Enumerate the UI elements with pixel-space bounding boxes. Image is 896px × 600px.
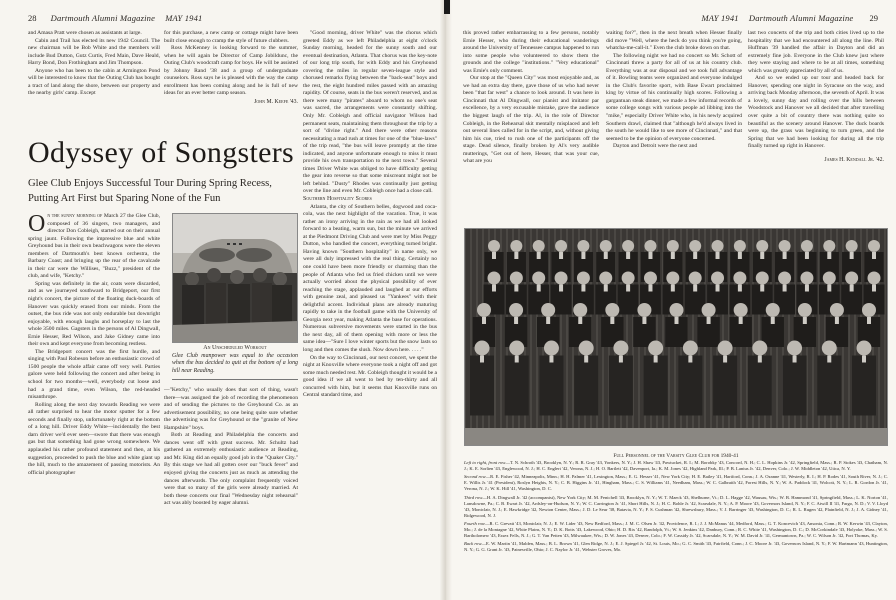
issue-date: MAY 1941 [165, 13, 203, 23]
row-names: —R. C. Grevatt '43, Montclair, N. J.; E. W. Lider '43, New Bedford, Mass.; J. M. C. Olsen Jr. '42, Providence, R. I.; J. J. McManus '44, Medford, Mass.; G. T. Koncevich '43, Ansonia, Conn.; R. W. Kerwin '43, Clayton, Mo.; J. de la Montagne '42, White Plains, N. Y.; D. K. Botts '43, Lakewood, Ohio; H. D. Rix '42, Randolph, Vt.; W. S. Jenkins '42, Danbury, Conn.; R. C. White '41, Washington, D. C.; D. McCorkindale '43, Holyoke, Mass.; W. S. Bartholomew '43, Essex Fells, N. J.; G. T. Van Petten '43, Milwaukee, Wis.; D. W. Jones '43, Denver, Colo.; F. W. Cassidy Jr. '42, Scarsdale, N. Y.; W. M. David Jr. '41, Germantown, Pa.; W. C. Wilson Jr. '42, Fort Thomas, Ky. [464, 520, 889, 539]
personnel-row-second [464, 474, 888, 492]
photo-caption [172, 345, 298, 383]
article-title: Odyssey of Songsters [28, 136, 294, 169]
personnel-row-front [464, 460, 888, 472]
binding-mark [444, 0, 450, 14]
outing-club-column-1 [28, 30, 160, 98]
page-gutter [440, 0, 452, 600]
paragraph: Both at Reading and Philadelphia the concerts and dances went off with great success. Mr. Schultz had gathered an extremely enthusiastic audience at Reading, and Mr. King did an equally good job in the "Quaker City." By this stage we had all gotten over our "buck fever" and enjoyed giving the concerts just as much as attending the dances afterwards. The only complaint frequently voiced were that so many of the girls were already married. At both these concerts our final "Wednesday night rehearsal" act was ably boosted by eager alumni. [164, 432, 298, 507]
article-column-2 [164, 387, 298, 508]
paragraph: last two concerts of the trip and both cities lived up to the hospitality that we had encountered all along the line. Phil Huffman '39 handled the affair in Dayton and did an extremely fine job. Everyone in the Club knew just where they were staying and where to be at all times, something which was greatly appreciated by all of us. [748, 30, 884, 74]
paragraph: March 27 the Glee Club, composed of 36 singers, two managers, and director Don Cobleigh, started out on their annual spring jaunt. Following the impressive blue and white Greyhound bus in their own beachwagons were the eleven members of Dartmouth's best known orchestra, the Barbary Coast; and bringing up the rear of the cavalcade in their car were the Willises, "Buzz," president of the club, and wife, "Ketchy." [28, 213, 161, 280]
row-label: Fourth row [464, 520, 485, 526]
right-column-3 [748, 30, 884, 164]
paragraph: And so we ended up our tour and headed back for Hanover, spending one night in Syracuse on the way, and arriving back Monday afternoon, the seventh of April. It was a lovely, sunny day and rolling over the hills between Woodstock and Hanover we all decided that after travelling over quite a bit of country there was nothing quite so beautiful as the scenery around Hanover. The duck boards were up, the grass was beginning to turn green, and the Spring that we had been looking for during all the trip finally turned up right in Hanover. [748, 75, 884, 150]
magazine-name: Dartmouth Alumni Magazine [748, 13, 854, 23]
paragraph: The following night we had no concert so Mr. Schott of Cincinnati threw a party for all of us at his country club. Everything was at our disposal and we took full advantage of it. Bowling teams were organized and everyone indulged in the Club's favorite sport, with Base Ewart proclaimed king by virtue of his continually high scores. Following a gargantuan steak dinner, we made a few informal records of some college songs with various people ad libbing into the "mike," especially Driver White who, in his newly acquired Southern drawl, claimed that "although he'd always lived in the south he would like to see more of Cincinnati," and that seemed to be the opinion of everyone concerned. [606, 52, 742, 142]
paragraph: and Amasa Pratt were chosen as assistants at large. [28, 30, 142, 36]
lead-in: n the sunny morning of [47, 213, 103, 219]
personnel-caption [464, 453, 888, 555]
paragraph: Cabin and Trail has elected its new 1942 Council. The new chairman will be Bob White and the members will include Bud Dutton, Gutz Curtis, Fred Main, Dave Heald, Harry Bond, Don Frothingham and Jim Thompson. [28, 37, 160, 67]
running-head-right [702, 13, 879, 23]
glee-club-group-photo [464, 228, 888, 446]
issue-date: MAY 1941 [701, 13, 739, 23]
divider [172, 379, 298, 380]
paragraph: Anyone who has been to the cabin at Armington Pond will be interested to know that the Outing Club has bought a tract of land along the shore, between our property and the nearby girls' camp. Except [28, 67, 160, 97]
paragraph: Spring was definitely in the air, coats were discarded, and as we journeyed southward to Bridgeport, our first night's concert, the picture of the floating duck-boards of Hanover was quickly erased from our minds. From the outset, the bus ride was not only endurable but downright enjoyable, with enough laughs and horseplay to last the whole 3500 miles. Gagsters in the persons of Al Dingwall, Ernie Hesser, Red Wilson, and Jake Gidney came into their own and kept everyone from becoming restless. [28, 280, 160, 348]
caption-title: An Unscheduled Workout [203, 345, 267, 351]
row-label: Second row [464, 474, 486, 480]
section-heading: Southern Hospitality Scores [303, 196, 372, 203]
right-column-2 [606, 30, 742, 151]
paragraph: "Good morning, driver White" was the chorus which greeted Eddy as we left Philadelphia at eight o'clock Sunday morning, headed for the sunny south and our eventual destination, Atlanta. That chorus was the key-note of our long trip south, for with Eddy and his Greyhound covering the miles in regular seven-league style and chorused remarks flying between the "back-seat" boys and the rest, the eight hundred miles passed with an amazing rapidity. Of course, seats in the bus weren't reserved, and as there were many "pirates" aboard to whom no one's seat was sacred, the arrangements were constantly shifting. Only Mr. Cobleigh and official navigator Wilson had permanent seats, maintaining them throughout the trip by a sort of "divine right." And there were other reasons necessitating a mad rush at times for one of the "blue-laws" of the trip read, "the bus will leave promptly at the time indicated, and anyone unfortunate enough to miss it must provide his own transportation to the next town." Several times Driver White was obliged to have difficulty getting the gear into reverse so that some miscreant might not be left behind. "Dusty" Rhodes was continually just getting over the line and even Mr. Cobleigh once had a close call. [303, 30, 437, 195]
paragraph: this proved rather embarrassing to a few persons, notably Ernie Hesser, who during their educational wanderings around the University of Tennessee campus happened to run into some people who volunteered to show them the grounds and the college "institutions." "Very educational" was Ernie's only comment. [463, 30, 599, 74]
paragraph: Atlanta, the city of Southern belles, dogwood and coca-cola, was the next highlight of the vacation. True, it was rather an irony arriving in the rain as we had all looked forward to a beating, warm sun, but the minute we arrived at the Piedmont Driving Club and were met by Miss Peggy Dutton, who handled the concert, everything turned bright. Having known "Southern hospitality" in name only, we were all duly impressed with the real thing. Certainly no one could have been more friendly or charming than the people of Atlanta who fed us fried chicken until we were actually worried about the physical possibility of ever reaching the stage, applauded and laughed at our efforts with genuine zeal, and pleased us "Yankees" with their delightful accent. Individual plans are already maturing rapidly to take in the football game with the University of Georgia next year, making Atlanta the base for operations. Numerous subversive movements were started in the bus the next day, all of them opening with more or less the same idea—"Sure I love winter sports but the snow lasts so long and then comes the slush. Now down here. . . . ." [303, 203, 437, 353]
row-label: Third row [464, 494, 483, 500]
page-number: 28 [28, 13, 37, 23]
article-column-1 [28, 213, 160, 477]
page-number: 29 [869, 13, 878, 23]
personnel-row-fourth [464, 521, 888, 539]
paragraph: Rolling along the next day towards Reading we were all rather surprised to hear the motor sputter for a few seconds and finally stop, unfortunately right at the bottom of a long hill. Driver Eddy White—incidentally the best darn driver we'd ever seen—swore that there was enough gas but that something had gone wrong somewhere. We applauded his rather profound statement and then, at his suggestion, proceeded to push the blue and white giant up the hill, much to the amazement of passing motorists. An official photographer [28, 401, 160, 476]
row-label: Left to right, front row [464, 460, 506, 466]
paragraph: —"Ketchy," who usually does that sort of thing, wasn't there—was assigned the job of recording the phenomenon and of sending the pictures to the Greyhound Co. as an advertisement possibility, no one being quite sure whether the advertising was for Greyhound or the "granite of New Hampshire" boys. [164, 387, 298, 431]
paragraph: On the way to Cincinnati, our next concert, we spent the night at Knoxville where everyone took a night off and got some much needed rest. Mr. Cobleigh thought it would be a good idea if we all went to bed by ten-thirty and all concurred with him, but it seems that Knoxville runs on Central standard time, and [303, 354, 437, 399]
row-label: Back row [464, 541, 482, 547]
row-names: —T. N. Schroth '43, Brooklyn, N. Y.; R. R. Gray '43, Yonkers, N. Y.; J. H. Shaw '43, Pawtucket, R. I.; M. Borobky '43, Concord, N. H.; C. L. Hopkins Jr. '42, Springfield, Mass.; R. P. Stokes '43, Chatham, N. J.; K. E. Sorlien '43, Englewood, N. J.; H. C. Englert '42, Verona, N. J.; H. O. Bartlett '42, Davenport, Ia.; K. M. Jones '42, Highland Park, Ill.; P. B. Lanius Jr. '42, Denver, Colo.; J. W. Middleton '42, Utica, N. Y. [464, 460, 888, 472]
right-column-1 [463, 30, 599, 166]
article-column-3 [303, 30, 437, 400]
personnel-row-third [464, 495, 888, 519]
left-page [0, 0, 446, 600]
caption-text: Glee Club manpower was equal to the occasion when the bus decided to quit at the bottom of a long hill near Reading. [172, 352, 298, 374]
row-names: —E. W. Martin '41, Malden, Mass.; B. L. Brown '41, Glen Ridge, N. J.; E. J. Spiegel Jr. '42, St. Louis, Mo.; G. C. Smith '43, Fairfield, Conn.; J. C. Moore Jr. '43, Governors Island, N. Y.; F. W. Hartmann '43, Huntington, N. Y.; G. G. Grant Jr. '43, Painesville, Ohio; J. C. Naylor Jr. '41, Webster Groves, Mo. [464, 541, 888, 553]
paragraph: Ross McKenney is looking forward to the summer, when he will again be Director of Camp Jobildunc, the Outing Club's woodcraft camp for boys. He will be assisted by Johnny Rand '38 and a group of undergraduate counselors. Ross says he is pleased with the way the camp enrollment has been coming along and he is full of new ideas for an ever better camp season. [164, 45, 298, 97]
row-names: —H. A. Dingwall Jr. '42 (accompanist), New York City; M. M. Fenichell '43, Brooklyn, N. Y.; W. T. Maeck '43, Shelburne, Vt.; D. L. Hagge '42, Wausau, Wis.; W. B. Hammond '41, Springfield, Mass.; L. K. Norton '41, Lansdowne, Pa.; C. B. Ewart Jr. '42, Ardsley-on-Hudson, N. Y.; W. C. Carrington Jr. '41, Short Hills, N. J.; H. C. Bohle Jr. '42, Scarsdale, N. Y.; A. P. Moore '43, Governors Island, N. Y.; F. C. Atwill II '41, Fargo, N. D.; V. V. Lloyd '43, Montclair, N. J.; E. Hawkridge '42, Newton Center, Mass.; J. D. Le Seur '38, Batavia, N. Y.; F. S. Cushman '42, Shrewsbury, Mass.; V. J. Barringer '43, Washington, D. C.; R. L. Rugen '42, Plainfield, N. J.; J. A. Gidney '41, Ridgewood, N. J. [464, 494, 888, 518]
running-head-left [28, 13, 203, 23]
author-signature: John M. Keefe '43. [254, 98, 298, 105]
magazine-name: Dartmouth Alumni Magazine [50, 13, 156, 23]
personnel-row-back [464, 541, 888, 553]
drop-cap: O [28, 211, 46, 237]
paragraph: The Bridgeport concert was the first hurdle, and singing with Paul Robeson before an enthusiastic crowd of 1500 people the whole affair came off very well. Parties galore were held following the concert and after being in school for two months—well, everybody cut loose and had a grand time, even Wilson, the red-headed misanthrope. [28, 348, 160, 401]
outing-club-column-2 [164, 30, 298, 106]
row-names: —R. E. Fisher '42, Minneapolis, Minn.; H. H. Palmer '41, Lexington, Mass.; E. G. Hesser '41, New York City; H. E. Bailey '41, Hartford, Conn.; J. A. Ozanne '41, Westerly, R. I.; H. P. Rodes '41, South River, N. J.; C. E. Willis Jr. '41 (President), Roslyn Heights, N. Y.; C. B. Higgins Jr. '41, Hingham, Mass.; C. S. Williams '41, Needham, Mass.; W. C. Galbraith '42, Forest Hills, N. Y.; W. A. Paddock '41, Wolcott, N. Y.; L. R. Gordon Jr. '41, Verona, N. J.; W. K. Hill '41, Washington, D. C. [464, 474, 888, 492]
personnel-title: Full Personnel of the Varsity Glee Club for 1940-41 [613, 453, 739, 459]
subtitle-line-1: Glee Club Enjoys Successful Tour During Spring Recess, [28, 178, 272, 189]
subtitle-line-2: Putting Art First but Sparing None of the Fun [28, 193, 221, 204]
article-subtitle [28, 176, 272, 206]
paragraph: waiting for?", then in the next breath when Hesser finally did move "Well, where the heck do you think you're going, whatcha-me-call-it." Even the club broke down on that. [606, 30, 742, 52]
paragraph: for this purchase, a new camp or cottage might have been built close enough to cramp the style of future clubbers. [164, 30, 298, 44]
bus-photo [172, 213, 298, 343]
author-signature: James H. Kendall Jr. '42. [824, 156, 884, 163]
paragraph: Our stop at the "Queen City" was most enjoyable and, as we had an extra day there, gave those of us who had never been "that far west" a chance to look around. It was here in Cincinnati that Al Dingwall, our pianist and imitator par excellence, by a very excusable mistake, gave the audience the biggest laugh of the trip. Al, in the role of Director Cobleigh, in the Rehearsal skit mentally misplaced and left out several lines called for in the script, and, without giving him his cue, tried to rush one of the participants off the stage. Dead silence, finally broken by Al's very audible mutterings, "Get out of here, Hesser, that was your cue, what are you [463, 75, 599, 165]
paragraph: Dayton and Detroit were the next and [613, 143, 698, 150]
